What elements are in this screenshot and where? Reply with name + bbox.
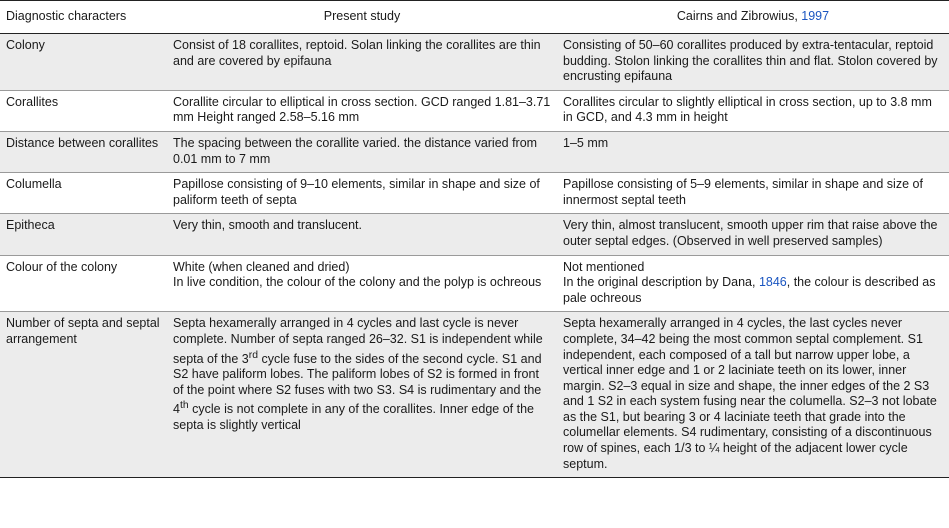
table-row	[0, 131, 949, 172]
row-label: Corallites	[0, 90, 167, 131]
cairns-colour-suffix: , the colour is described as pale ochreous	[563, 275, 936, 305]
cairns-colour-prefix: In the original description by Dana,	[563, 275, 759, 290]
header-present-study: Present study	[167, 1, 557, 34]
cairns-colour-line-2	[563, 275, 943, 306]
present-study-cell: Consist of 18 corallites, reptoid. Solan linking the corallites are thin and are covered by epifauna	[167, 34, 557, 91]
superscript-th: th	[179, 400, 189, 412]
present-study-cell	[167, 255, 557, 312]
cairns-cell: Corallites circular to slightly elliptical in cross section, up to 3.8 mm in GCD, and 4.3 mm in height	[557, 90, 949, 131]
septa-text-a: Septa hexamerally arranged in 4 cycles and last cycle is never complete. Number of septa ranged 26–32. S1 is independent while septa of the 3	[173, 316, 543, 366]
citation-link-1846[interactable]: 1846	[758, 275, 787, 290]
table-row	[0, 173, 949, 214]
header-row	[0, 1, 949, 34]
superscript-rd: rd	[248, 349, 259, 361]
table-row	[0, 34, 949, 91]
table-row	[0, 214, 949, 255]
citation-link-1997[interactable]: 1997	[801, 9, 830, 24]
cairns-cell: Septa hexamerally arranged in 4 cycles, the last cycles never complete, 34–42 being the most common septal complement. S1 independent, each composed of a tall but narrow upper lobe, a vertical inner edge and 1 or 2 laciniate teeth on its lower, inner margin. S2–3 equal in size and shape, the inner edges of the 2 S3 and 1 S2 in each system fusing near the columella. S2–3 not lobate as the S1, but bearing 3 or 4 laciniate teeth that grade into the columellar elements. S4 rudimentary, consisting of a discontinuous row of spines, each 1/3 to ¼ height of the adjacent lower cycle septum.	[557, 312, 949, 478]
row-label: Epitheca	[0, 214, 167, 255]
present-study-cell: The spacing between the corallite varied. the distance varied from 0.01 mm to 7 mm	[167, 131, 557, 172]
present-colour-line-2: In live condition, the colour of the colony and the polyp is ochreous	[173, 275, 542, 290]
row-label: Colour of the colony	[0, 255, 167, 312]
present-study-cell	[167, 312, 557, 478]
septa-text-b: cycle fuse to the sides of the second cycle. S1 and S2 have paliform lobes. The paliform lobes of S2 is formed in front of the point where S2 fuses with two S3. S4 is rudimentary and the 4	[173, 351, 542, 417]
present-study-cell: Papillose consisting of 9–10 elements, similar in shape and size of paliform teeth of septa	[167, 173, 557, 214]
cairns-cell: Papillose consisting of 5–9 elements, similar in shape and size of innermost septal teeth	[557, 173, 949, 214]
row-label: Number of septa and septal arrangement	[0, 312, 167, 478]
cairns-cell: Consisting of 50–60 corallites produced by extra-tentacular, reptoid budding. Stolon linking the corallites thin and flat. Stolon covered by encrusting epifauna	[557, 34, 949, 91]
header-cairns-zibrowius	[557, 1, 949, 34]
header-diagnostic-characters: Diagnostic characters	[0, 1, 167, 34]
table-row	[0, 312, 949, 478]
cairns-colour-line-1: Not mentioned	[563, 259, 645, 274]
row-label: Columella	[0, 173, 167, 214]
present-study-cell: Corallite circular to elliptical in cross section. GCD ranged 1.81–3.71 mm Height ranged 2.58–5.16 mm	[167, 90, 557, 131]
present-study-cell: Very thin, smooth and translucent.	[167, 214, 557, 255]
cairns-cell	[557, 255, 949, 312]
table-row	[0, 90, 949, 131]
septa-text-c: cycle is not complete in any of the corallites. Inner edge of the septa is slightly vertical	[173, 402, 534, 433]
cairns-cell: 1–5 mm	[557, 131, 949, 172]
cairns-cell: Very thin, almost translucent, smooth upper rim that raise above the outer septal edges. (Observed in well preserved samples)	[557, 214, 949, 255]
table-row	[0, 255, 949, 312]
row-label: Colony	[0, 34, 167, 91]
row-label: Distance between corallites	[0, 131, 167, 172]
present-colour-line-1: White (when cleaned and dried)	[173, 259, 350, 274]
header-cairns-text: Cairns and Zibrowius,	[676, 9, 802, 24]
